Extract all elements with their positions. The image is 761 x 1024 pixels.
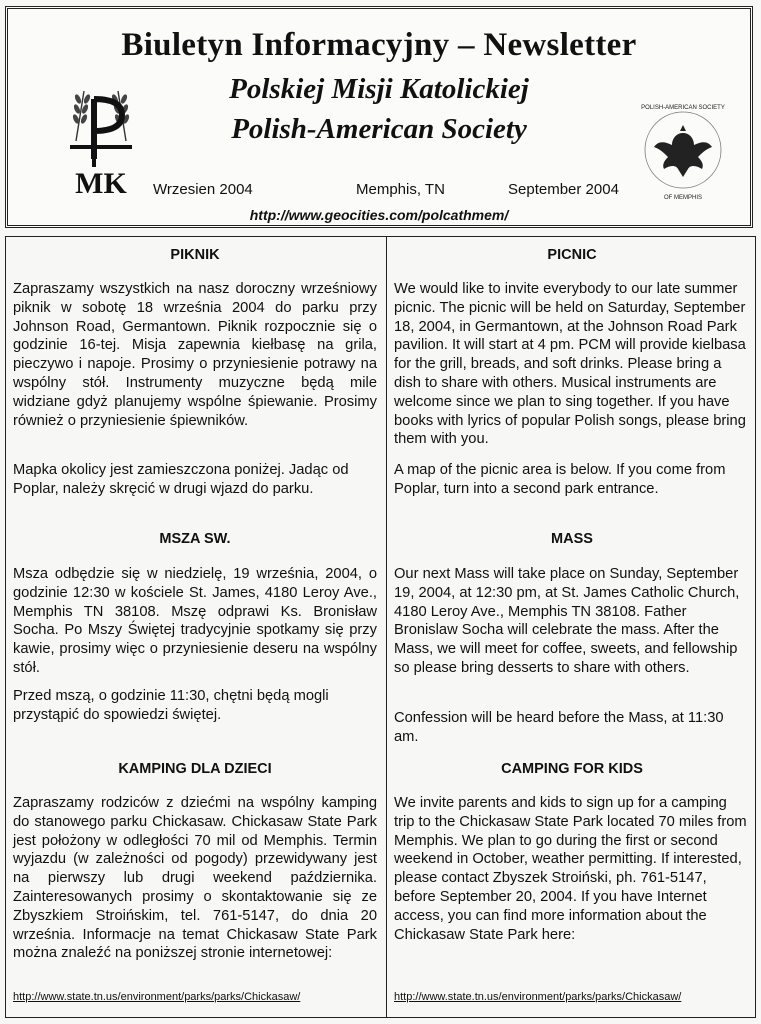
polish-column [13, 237, 377, 1017]
polish-american-society-seal-icon [638, 95, 728, 205]
msza-paragraph-2: Przed mszą, o godzinie 11:30, chętni będą mogli przystąpić do spowiedzi świętej. [13, 688, 329, 723]
content-grid [5, 236, 756, 1018]
svg-text:MK: MK [75, 167, 127, 200]
piknik-paragraph-2: Mapka okolicy jest zamieszczona poniżej. Jadąc od Poplar, należy skręcić w drugi wjazd do parku. [13, 462, 349, 497]
section-title-msza: MSZA SW. [159, 531, 231, 547]
mission-logo-icon [56, 81, 146, 201]
section-title-kamping: KAMPING DLA DZIECI [118, 761, 272, 777]
picnic-paragraph-2: A map of the picnic area is below. If you come from Poplar, turn into a second park entrance. [394, 462, 726, 497]
english-column [394, 237, 750, 1017]
chickasaw-link-polish[interactable]: http://www.state.tn.us/environment/parks/parks/Chickasaw/ [13, 991, 301, 1003]
camping-paragraph: We invite parents and kids to sign up for a camping trip to the Chickasaw State Park located 70 miles from Memphis. We plan to go during the first or second weekend in October, weather permitting. If interested, please contact Zbyszek Stroiński, ph. 761-5147, before September 20, 2004. If you have Internet access, you can find more information about the Chickasaw State Park here: [394, 795, 747, 943]
section-title-picnic: PICNIC [547, 247, 597, 263]
svg-text:OF MEMPHIS: OF MEMPHIS [663, 195, 703, 201]
piknik-paragraph-1: Zapraszamy wszystkich na nasz doroczny wrześniowy piknik w sobotę 18 września 2004 do parku przy Johnson Road, Germantown. Piknik rozpocznie się o godzinie 16-tej. Misja zapewnia kiełbasę na grila, pieczywo i napoje. Prosimy o przyniesienie potrawy na wspólny stół. Instrumenty muzyczne będą mile widziane gdyż planujemy wspólne śpiewanie. Prosimy również o przyniesienie śpiewników. [13, 281, 377, 429]
issue-date-english: September 2004 [508, 181, 619, 198]
chickasaw-link-english[interactable]: http://www.state.tn.us/environment/parks/parks/Chickasaw/ [394, 991, 682, 1003]
column-divider [386, 237, 387, 1017]
newsletter-subtitle-english: Polish-American Society [231, 113, 527, 145]
picnic-paragraph-1: We would like to invite everybody to our late summer picnic. The picnic will be held on Saturday, September 18, 2004, in Germantown, at the Johnson Road Park pavilion. It will start at 4 pm. PCM will provide kielbasa for the grill, breads, and soft drinks. Please bring a dish to share with others. Musical instruments are welcome since we plan to sing together. If you have books with lyrics of popular Polish songs, please bring them with you. [394, 281, 746, 448]
section-title-mass: MASS [551, 531, 593, 547]
section-title-camping: CAMPING FOR KIDS [501, 761, 643, 777]
mass-paragraph-1: Our next Mass will take place on Sunday, September 19, 2004, at 12:30 pm, at St. James Catholic Church, 4180 Leroy Ave., Memphis TN 38108. Father Bronislaw Socha will celebrate the mass. After the Mass, we will meet for coffee, sweets, and fellowship so please bring desserts to share with others. [394, 566, 740, 676]
issue-city: Memphis, TN [356, 181, 445, 198]
svg-text:POLISH-AMERICAN SOCIETY: POLISH-AMERICAN SOCIETY [641, 105, 725, 111]
newsletter-title: Biuletyn Informacyjny – Newsletter [121, 27, 637, 63]
msza-paragraph-1: Msza odbędzie się w niedzielę, 19 września, 2004, o godzinie 12:30 w kościele St. James, 4180 Leroy Ave., Memphis TN 38108. Mszę odprawi Ks. Bronisław Socha. Po Mszy Świętej tradycyjnie spotkamy się przy kawie, prosimy więc o przyniesienie deseru na wspólny stół. [13, 566, 377, 676]
kamping-paragraph: Zapraszamy rodziców z dziećmi na wspólny kamping do stanowego parku Chickasaw. Chickasaw State Park jest położony w odległości 70 mil od Memphis. Termin wyjazdu (w zależności od pogody) przewidywany jest na pierwszy lub drugi weekend października. Zainteresowanych prosimy o skontaktowanie się ze Zbyszkiem Stroińskim, tel. 761-5147, do dnia 20 września. Informacje na temat Chickasaw State Park można znaleźć na poniższej stronie internetowej: [13, 795, 377, 962]
website-link[interactable]: http://www.geocities.com/polcathmem/ [249, 207, 509, 223]
newsletter-header [5, 6, 753, 228]
mass-paragraph-2: Confession will be heard before the Mass, at 11:30 am. [394, 710, 724, 745]
issue-date-polish: Wrzesien 2004 [153, 181, 253, 198]
section-title-piknik: PIKNIK [170, 247, 220, 263]
newsletter-subtitle-polish: Polskiej Misji Katolickiej [229, 73, 529, 105]
